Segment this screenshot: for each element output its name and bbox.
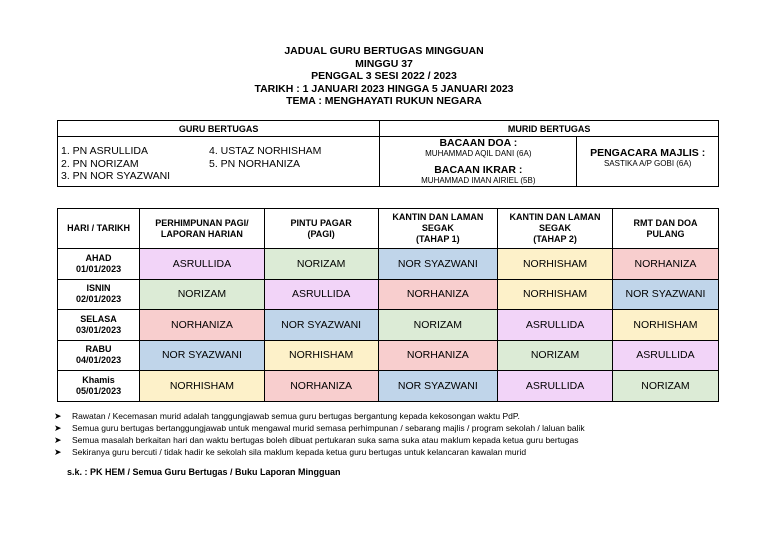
table-row bbox=[58, 249, 719, 280]
day-label: ISNIN bbox=[86, 283, 111, 294]
duty-cell: NOR SYAZWANI bbox=[378, 249, 498, 280]
day-date-cell bbox=[58, 310, 140, 341]
duty-cell: NORIZAM bbox=[378, 310, 498, 341]
duty-cell: ASRULLIDA bbox=[140, 249, 265, 280]
duty-cell: NORHANIZA bbox=[378, 340, 498, 371]
duty-cell: NORHANIZA bbox=[612, 249, 718, 280]
duty-cell: NORHISHAM bbox=[612, 310, 718, 341]
day-label: Khamis bbox=[82, 374, 115, 385]
pengacara-name: SASTIKA A/P GOBI (6A) bbox=[603, 159, 692, 168]
notes-list bbox=[54, 410, 585, 458]
column-header-line: KANTIN DAN LAMAN bbox=[392, 212, 484, 222]
date-label: 02/01/2023 bbox=[76, 294, 122, 305]
duty-cell: ASRULLIDA bbox=[498, 371, 613, 402]
note-item: ➤ Rawatan / Kecemasan murid adalah tanggungjawab semua guru bertugas bergantung kepada kekosongan waktu PdP. bbox=[54, 411, 520, 421]
arrow-bullet-icon: ➤ bbox=[54, 411, 62, 421]
doa-ikrar-cell bbox=[380, 137, 577, 187]
table-row bbox=[58, 371, 719, 402]
column-header bbox=[140, 209, 265, 249]
teachers-list-1 bbox=[58, 137, 207, 187]
murid-bertugas-header: MURID BERTUGAS bbox=[380, 121, 719, 137]
table-row bbox=[58, 340, 719, 371]
date-range: TARIKH : 1 JANUARI 2023 HINGGA 5 JANUARI 2023 bbox=[254, 82, 514, 95]
bacaan-doa-title: BACAAN DOA : bbox=[439, 137, 518, 149]
bacaan-doa-name: MUHAMMAD AQIL DANI (6A) bbox=[425, 149, 532, 158]
table-row bbox=[58, 279, 719, 310]
duty-cell: NOR SYAZWANI bbox=[264, 310, 378, 341]
day-date-cell bbox=[58, 371, 140, 402]
column-header-line: LAPORAN HARIAN bbox=[160, 228, 243, 239]
date-label: 04/01/2023 bbox=[76, 355, 122, 366]
bacaan-ikrar-name: MUHAMMAD IMAN AIRIEL (5B) bbox=[421, 176, 536, 185]
arrow-bullet-icon: ➤ bbox=[54, 435, 62, 445]
note-item: ➤ Semua guru bertugas bertanggungjawab untuk mengawal murid semasa perhimpunan / sebarang majlis / program sekolah / laluan balik bbox=[54, 423, 585, 433]
duty-table bbox=[57, 120, 719, 187]
column-header-line: PULANG bbox=[646, 228, 685, 239]
table-row bbox=[58, 310, 719, 341]
column-header-line: PINTU PAGAR bbox=[290, 217, 352, 228]
duty-cell: NOR SYAZWANI bbox=[378, 371, 498, 402]
day-label: RABU bbox=[85, 344, 112, 355]
column-header-line: HARI / TARIKH bbox=[67, 223, 130, 233]
column-header bbox=[264, 209, 378, 249]
term-session: PENGGAL 3 SESI 2022 / 2023 bbox=[311, 70, 457, 82]
column-header-line: PERHIMPUNAN PAGI/ bbox=[155, 217, 249, 228]
day-label: SELASA bbox=[80, 313, 117, 324]
note-item: ➤ Semua masalah berkaitan hari dan waktu bertugas boleh dibuat pertukaran suka sama suka atau maklum kepada ketua guru bertugas bbox=[54, 435, 579, 445]
duty-cell: NORHANIZA bbox=[378, 279, 498, 310]
week-number: MINGGU 37 bbox=[355, 57, 413, 70]
column-header-line: SEGAK bbox=[421, 223, 454, 233]
teacher-item: 5. PN NORHANIZA bbox=[209, 157, 301, 170]
theme: TEMA : MENGHAYATI RUKUN NEGARA bbox=[286, 95, 482, 107]
pengacara-title: PENGACARA MAJLIS : bbox=[590, 147, 706, 159]
column-header-line: SEGAK bbox=[539, 223, 572, 233]
duty-cell: ASRULLIDA bbox=[612, 340, 718, 371]
duty-cell: NORIZAM bbox=[498, 340, 613, 371]
duty-cell: ASRULLIDA bbox=[498, 310, 613, 341]
day-date-cell bbox=[58, 249, 140, 280]
column-header bbox=[498, 209, 613, 249]
column-header bbox=[58, 209, 140, 249]
pengacara-cell bbox=[577, 137, 719, 187]
duty-cell: NORHISHAM bbox=[264, 340, 378, 371]
column-header-line: (PAGI) bbox=[307, 228, 335, 239]
duty-cell: NORHISHAM bbox=[498, 279, 613, 310]
duty-cell: NORIZAM bbox=[264, 249, 378, 280]
bacaan-ikrar-title: BACAAN IKRAR : bbox=[434, 164, 523, 176]
column-header-line: (TAHAP 2) bbox=[533, 234, 577, 244]
arrow-bullet-icon: ➤ bbox=[54, 423, 62, 433]
duty-cell: NORHISHAM bbox=[140, 371, 265, 402]
guru-bertugas-header: GURU BERTUGAS bbox=[58, 121, 380, 137]
duty-cell: NORIZAM bbox=[612, 371, 718, 402]
teacher-item: 2. PN NORIZAM bbox=[61, 157, 139, 170]
teacher-item: 4. USTAZ NORHISHAM bbox=[209, 145, 322, 157]
duty-cell: NOR SYAZWANI bbox=[140, 340, 265, 371]
day-date-cell bbox=[58, 279, 140, 310]
note-item: ➤ Sekiranya guru bercuti / tidak hadir ke sekolah sila maklum kepada ketua guru bertugas untuk kelancaran kawalan murid bbox=[54, 447, 527, 457]
arrow-bullet-icon: ➤ bbox=[54, 447, 62, 457]
column-header-line: (TAHAP 1) bbox=[416, 234, 460, 244]
title: JADUAL GURU BERTUGAS MINGGUAN bbox=[284, 45, 484, 57]
copy-to-line: s.k. : PK HEM / Semua Guru Bertugas / Buku Laporan Mingguan bbox=[67, 467, 341, 477]
column-header bbox=[612, 209, 718, 249]
day-date-cell bbox=[58, 340, 140, 371]
column-header bbox=[378, 209, 498, 249]
teachers-list-2 bbox=[206, 137, 380, 187]
duty-cell: NOR SYAZWANI bbox=[612, 279, 718, 310]
column-header-line: KANTIN DAN LAMAN bbox=[509, 212, 601, 222]
document-header bbox=[0, 45, 768, 108]
date-label: 03/01/2023 bbox=[76, 324, 122, 335]
date-label: 05/01/2023 bbox=[76, 385, 122, 396]
teacher-item: 1. PN ASRULLIDA bbox=[61, 145, 148, 157]
date-label: 01/01/2023 bbox=[76, 263, 122, 274]
column-header-line: RMT DAN DOA bbox=[633, 217, 698, 228]
duty-cell: NORIZAM bbox=[140, 279, 265, 310]
duty-cell: NORHANIZA bbox=[140, 310, 265, 341]
duty-cell: NORHISHAM bbox=[498, 249, 613, 280]
duty-cell: ASRULLIDA bbox=[264, 279, 378, 310]
day-label: AHAD bbox=[85, 252, 112, 263]
duty-cell: NORHANIZA bbox=[264, 371, 378, 402]
teacher-item: 3. PN NOR SYAZWANI bbox=[61, 170, 171, 182]
schedule-table bbox=[57, 208, 719, 402]
